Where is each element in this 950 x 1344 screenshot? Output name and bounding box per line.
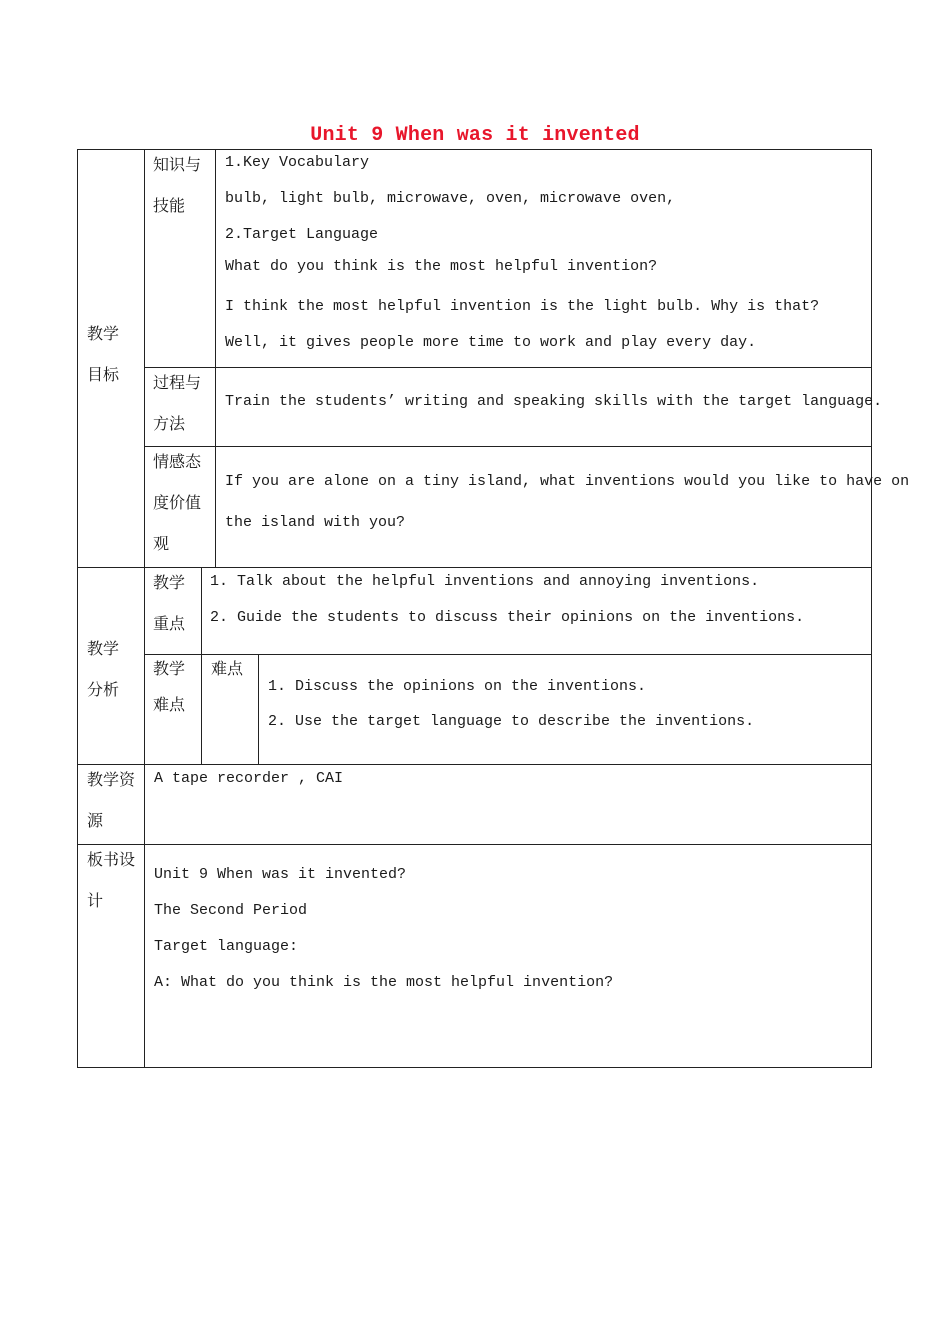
goals-label-line-1: 教学 bbox=[87, 324, 120, 343]
board-label-line-1: 板书设 bbox=[87, 850, 136, 869]
difficulty-label-line-2: 难点 bbox=[153, 695, 186, 714]
process-label-line-2: 方法 bbox=[153, 414, 186, 433]
column-divider bbox=[144, 149, 145, 1068]
column-divider bbox=[201, 567, 202, 655]
process-label-line-1: 过程与 bbox=[153, 373, 202, 392]
row-divider bbox=[144, 654, 872, 655]
analysis-label-line-1: 教学 bbox=[87, 639, 120, 658]
key-points-label-line-1: 教学 bbox=[153, 573, 186, 592]
knowledge-label-line-2: 技能 bbox=[153, 196, 186, 215]
knowledge-line: I think the most helpful invention is the light bulb. Why is that? bbox=[225, 298, 820, 315]
page-title: Unit 9 When was it invented bbox=[310, 124, 640, 147]
key-point-line: 2. Guide the students to discuss their opinions on the inventions. bbox=[210, 609, 805, 626]
row-divider bbox=[77, 844, 872, 845]
table-border-top bbox=[77, 149, 872, 150]
table-border-right bbox=[871, 149, 872, 1068]
column-divider bbox=[201, 654, 202, 765]
board-label-line-2: 计 bbox=[87, 891, 104, 910]
knowledge-label-line-1: 知识与 bbox=[153, 155, 202, 174]
emotion-label-line-3: 观 bbox=[153, 534, 170, 553]
row-divider bbox=[77, 567, 872, 568]
resources-label-line-1: 教学资 bbox=[87, 770, 136, 789]
table-border-bottom bbox=[77, 1067, 872, 1068]
knowledge-line: What do you think is the most helpful invention? bbox=[225, 258, 658, 275]
board-line: Target language: bbox=[154, 938, 299, 955]
difficulty-line: 1. Discuss the opinions on the inventions. bbox=[268, 678, 647, 695]
column-divider bbox=[215, 149, 216, 568]
difficulty-sublabel: 难点 bbox=[211, 659, 244, 678]
knowledge-line: Well, it gives people more time to work and play every day. bbox=[225, 334, 757, 351]
emotion-label-line-2: 度价值 bbox=[153, 493, 202, 512]
column-divider bbox=[258, 654, 259, 765]
key-points-label-line-2: 重点 bbox=[153, 614, 186, 633]
key-point-line: 1. Talk about the helpful inventions and annoying inventions. bbox=[210, 573, 760, 590]
board-line: The Second Period bbox=[154, 902, 308, 919]
resources-label-line-2: 源 bbox=[87, 811, 104, 830]
goals-label-line-2: 目标 bbox=[87, 365, 120, 384]
knowledge-line: 1.Key Vocabulary bbox=[225, 154, 370, 171]
emotion-label-line-1: 情感态 bbox=[153, 452, 202, 471]
emotion-line: the island with you? bbox=[225, 514, 406, 531]
table-border-left bbox=[77, 149, 78, 1068]
resources-text: A tape recorder , CAI bbox=[154, 770, 344, 787]
board-line: Unit 9 When was it invented? bbox=[154, 866, 407, 883]
process-text: Train the students’ writing and speaking skills with the target language. bbox=[225, 393, 883, 410]
knowledge-line: bulb, light bulb, microwave, oven, microwave oven, bbox=[225, 190, 676, 207]
board-line: A: What do you think is the most helpful invention? bbox=[154, 974, 614, 991]
row-divider bbox=[144, 367, 872, 368]
row-divider bbox=[77, 764, 872, 765]
emotion-line: If you are alone on a tiny island, what inventions would you like to have on bbox=[225, 473, 910, 490]
knowledge-line: 2.Target Language bbox=[225, 226, 379, 243]
difficulty-line: 2. Use the target language to describe the inventions. bbox=[268, 713, 755, 730]
difficulty-label-line-1: 教学 bbox=[153, 659, 186, 678]
analysis-label-line-2: 分析 bbox=[87, 680, 120, 699]
row-divider bbox=[144, 446, 872, 447]
